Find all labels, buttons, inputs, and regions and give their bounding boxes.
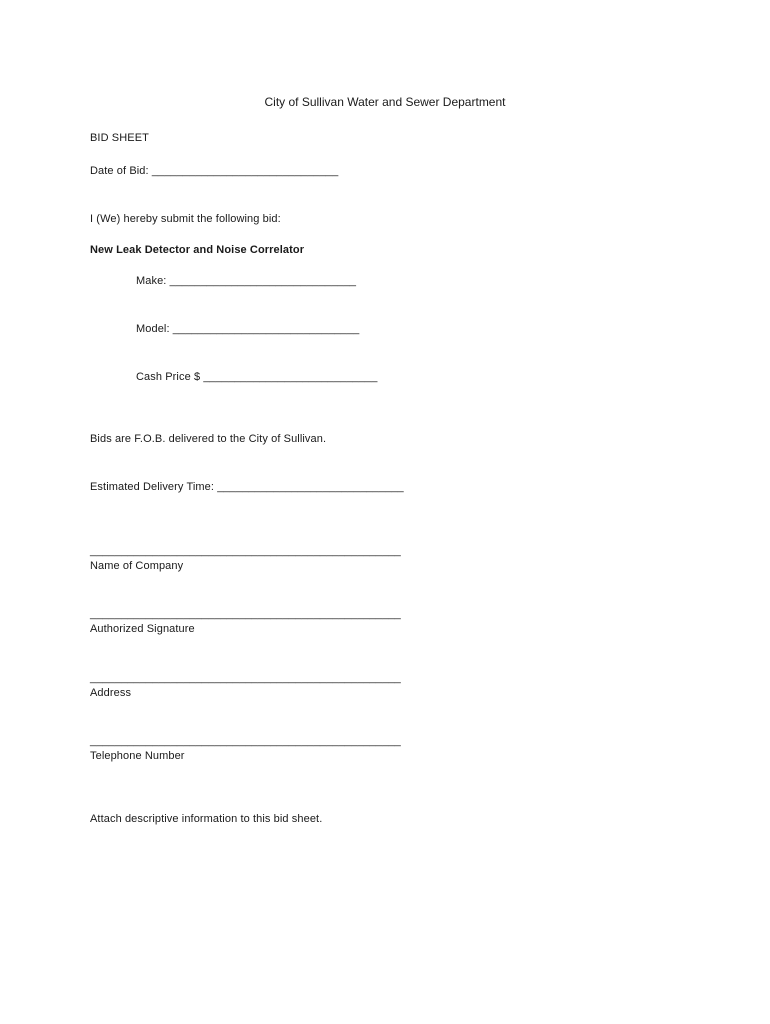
make-field: Make: ______________________________ bbox=[136, 275, 357, 287]
telephone-number-label: Telephone Number bbox=[90, 750, 185, 762]
cash-price-field: Cash Price $ ____________________________ bbox=[136, 371, 378, 383]
company-name-line: __________________________________________________ bbox=[90, 545, 401, 557]
item-title: New Leak Detector and Noise Correlator bbox=[90, 244, 305, 256]
date-of-bid-field: Date of Bid: ______________________________ bbox=[90, 165, 339, 177]
bid-intro-text: I (We) hereby submit the following bid: bbox=[90, 213, 281, 225]
address-label: Address bbox=[90, 687, 132, 699]
fob-note: Bids are F.O.B. delivered to the City of Sullivan. bbox=[90, 433, 327, 445]
bid-sheet-heading: BID SHEET bbox=[90, 132, 149, 144]
telephone-number-line: __________________________________________________ bbox=[90, 735, 401, 747]
authorized-signature-label: Authorized Signature bbox=[90, 623, 195, 635]
estimated-delivery-field: Estimated Delivery Time: ______________________________ bbox=[90, 481, 404, 493]
document-title: City of Sullivan Water and Sewer Department bbox=[264, 95, 506, 109]
authorized-signature-line: __________________________________________________ bbox=[90, 608, 401, 620]
company-name-label: Name of Company bbox=[90, 560, 184, 572]
model-field: Model: ______________________________ bbox=[136, 323, 360, 335]
address-line: __________________________________________________ bbox=[90, 672, 401, 684]
attach-note: Attach descriptive information to this bid sheet. bbox=[90, 813, 323, 825]
